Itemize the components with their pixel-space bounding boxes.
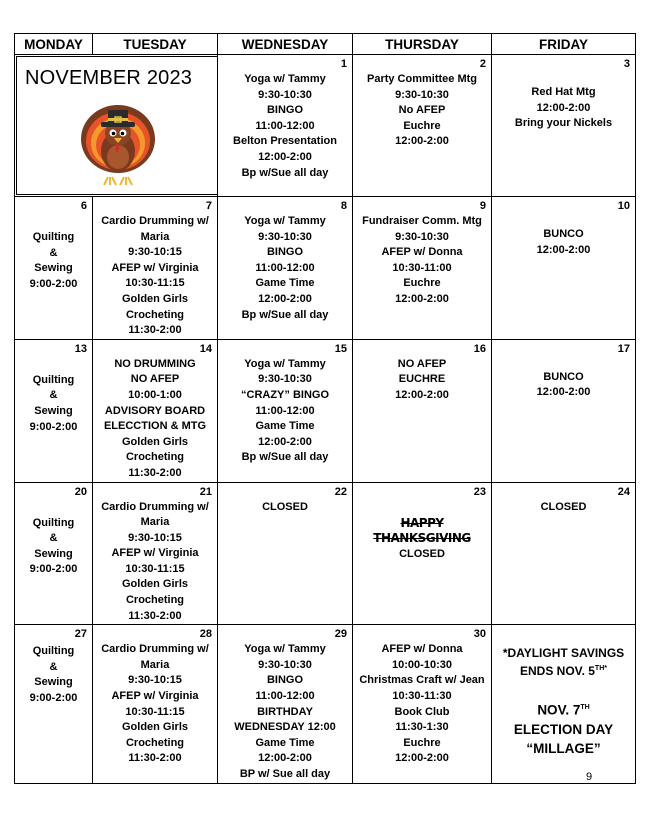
day-cell — [353, 339, 492, 482]
event-line: CLOSED — [540, 500, 587, 513]
header-wednesday: WEDNESDAY — [218, 34, 353, 55]
event-line: Christmas Craft w/ Jean — [359, 674, 485, 687]
week-row — [15, 197, 636, 340]
event-line: BIRTHDAY — [257, 705, 313, 718]
event-line: Cardio Drumming w/ — [101, 215, 209, 227]
day-number: 23 — [473, 485, 486, 498]
event-line: Sewing — [34, 404, 73, 417]
thanksgiving-text: THANKSGIVING — [373, 531, 471, 546]
header-friday: FRIDAY — [492, 34, 636, 55]
event-line: Sewing — [34, 676, 73, 689]
event-line: 12:00-2:00 — [395, 752, 449, 765]
event-line: Crocheting — [125, 736, 185, 749]
event-line: Party Committee Mtg — [366, 73, 478, 85]
event-line: Red Hat Mtg — [531, 86, 596, 98]
dst-line-1: *DAYLIGHT SAVINGS — [502, 646, 625, 661]
day-number: 7 — [205, 200, 212, 212]
day-number: 22 — [334, 485, 347, 498]
event-line: 10:30-11:00 — [392, 261, 452, 274]
day-number: 21 — [199, 485, 212, 498]
election-line-2: ELECTION DAY — [513, 721, 614, 737]
event-line: Quilting — [32, 231, 75, 243]
event-line: Maria — [140, 658, 170, 671]
event-line: Quilting — [32, 645, 75, 658]
event-line: Belton Presentation — [233, 135, 337, 148]
event-line: EUCHRE — [398, 373, 446, 386]
day-events — [218, 55, 352, 181]
event-line: Sewing — [34, 547, 73, 560]
event-line: Bp w/Sue all day — [241, 166, 329, 179]
page-number: 9 — [586, 771, 593, 783]
day-cell — [492, 339, 636, 482]
event-line: 9:30-10:30 — [258, 88, 312, 101]
day-cell — [15, 482, 93, 625]
event-line: WEDNESDAY 12:00 — [234, 721, 336, 734]
event-line: 12:00-2:00 — [536, 243, 591, 256]
event-line: Game Time — [255, 277, 315, 290]
event-line: Sewing — [34, 262, 73, 275]
event-line: AFEP w/ Donna — [381, 643, 463, 656]
event-line: 10:30-11:30 — [392, 690, 452, 703]
event-line: Yoga w/ Tammy — [244, 643, 326, 656]
event-line: Golden Girls — [121, 578, 188, 591]
event-line: Bring your Nickels — [514, 117, 613, 130]
day-events — [218, 625, 352, 782]
event-line: NO AFEP — [397, 357, 447, 370]
event-line: 9:00-2:00 — [29, 420, 78, 433]
event-line: 12:00-2:00 — [395, 388, 449, 401]
day-events — [93, 340, 217, 482]
event-line: & — [49, 389, 58, 402]
week-row — [15, 55, 636, 197]
day-number: 13 — [74, 342, 87, 355]
event-line: ADVISORY BOARD — [104, 404, 206, 417]
dst-note — [492, 645, 635, 679]
event-line: 9:00-2:00 — [29, 692, 78, 705]
event-line: 9:30-10:30 — [395, 88, 449, 101]
event-line: Bp w/Sue all day — [241, 308, 329, 321]
event-line: Game Time — [255, 736, 315, 749]
dst-sup: TH* — [594, 665, 607, 673]
day-number: 24 — [617, 485, 630, 498]
event-line: 11:30-2:00 — [128, 466, 182, 479]
day-number: 1 — [340, 58, 347, 70]
event-line: Yoga w/ Tammy — [244, 357, 326, 370]
event-line: 11:00-12:00 — [255, 119, 315, 132]
day-events — [93, 483, 217, 625]
day-number: 20 — [74, 485, 87, 498]
event-line: Crocheting — [125, 308, 185, 321]
day-cell — [353, 625, 492, 783]
day-number: 16 — [473, 342, 486, 355]
day-cell — [15, 197, 93, 340]
event-line: 9:30-10:30 — [258, 230, 312, 243]
day-cell — [93, 482, 218, 625]
event-line: 11:30-2:00 — [128, 609, 182, 622]
day-events — [353, 340, 491, 404]
day-cell — [492, 482, 636, 625]
event-line: 9:30-10:15 — [128, 531, 182, 544]
day-number: 17 — [617, 342, 630, 355]
notes-cell — [492, 625, 636, 783]
event-line: NO DRUMMING — [114, 357, 196, 370]
event-line: Book Club — [394, 705, 450, 718]
event-line: Golden Girls — [121, 721, 188, 734]
event-line: Quilting — [32, 373, 75, 386]
day-events — [353, 197, 491, 308]
event-line: 9:30-10:30 — [258, 373, 312, 386]
event-line: 12:00-2:00 — [536, 386, 591, 399]
event-line: “CRAZY” BINGO — [241, 388, 329, 401]
event-line: Cardio Drumming w/ — [101, 500, 209, 513]
day-cell — [353, 55, 492, 197]
week-row — [15, 625, 636, 783]
event-line: BINGO — [266, 674, 304, 687]
day-cell — [353, 482, 492, 625]
day-cell — [93, 625, 218, 783]
day-events — [492, 340, 635, 401]
event-line: 11:30-2:00 — [128, 324, 182, 337]
day-number: 30 — [473, 628, 486, 641]
event-line: 10:30-11:15 — [125, 705, 185, 718]
event-line: 10:30-11:15 — [125, 562, 185, 575]
event-line: Euchre — [403, 119, 441, 132]
event-line: AFEP w/ Virginia — [111, 547, 199, 560]
event-line: AFEP w/ Virginia — [111, 261, 199, 274]
day-number: 15 — [334, 342, 347, 355]
election-line-1: NOV. 7 — [537, 702, 581, 718]
event-line: 12:00-2:00 — [258, 150, 312, 163]
day-number: 8 — [340, 200, 347, 212]
election-note — [492, 698, 635, 758]
election-sup: TH — [580, 704, 590, 712]
day-cell — [218, 197, 353, 340]
event-line: BINGO — [266, 104, 304, 117]
day-events — [218, 197, 352, 323]
day-events — [93, 197, 217, 339]
day-number: 10 — [617, 200, 630, 212]
event-line: No AFEP — [398, 104, 446, 117]
event-line: AFEP w/ Donna — [381, 246, 463, 259]
month-title-cell — [15, 55, 218, 197]
day-events — [353, 625, 491, 767]
event-line: 9:30-10:15 — [128, 674, 182, 687]
event-line: Game Time — [255, 420, 315, 433]
month-title: NOVEMBER 2023 — [25, 67, 193, 89]
event-line: Cardio Drumming w/ — [101, 643, 209, 656]
day-number: 27 — [74, 628, 87, 641]
day-cell — [218, 482, 353, 625]
event-line: 11:30-2:00 — [128, 752, 182, 765]
event-line: 12:00-2:00 — [258, 752, 312, 765]
event-line: 9:30-10:30 — [258, 658, 312, 671]
header-tuesday: TUESDAY — [93, 34, 218, 55]
event-line: & — [49, 660, 58, 673]
event-line: 10:30-11:15 — [125, 277, 185, 290]
event-line: BUNCO — [543, 370, 584, 383]
event-line: Golden Girls — [121, 292, 188, 305]
event-line: 9:00-2:00 — [29, 563, 78, 576]
event-line: Bp w/Sue all day — [241, 451, 329, 464]
header-monday: MONDAY — [15, 34, 93, 55]
event-line: 11:00-12:00 — [255, 690, 315, 703]
turkey-icon — [79, 95, 157, 187]
event-line: 12:00-2:00 — [395, 135, 449, 148]
day-cell — [218, 55, 353, 197]
day-number: 14 — [199, 342, 212, 355]
day-events — [218, 340, 352, 466]
weekday-header-row — [15, 34, 636, 55]
event-line: 10:00-10:30 — [392, 658, 452, 671]
event-line: 11:00-12:00 — [255, 261, 315, 274]
day-events — [353, 55, 491, 150]
happy-text: HAPPY — [400, 515, 444, 530]
event-line: 10:00-1:00 — [128, 388, 182, 401]
event-line: & — [49, 246, 58, 259]
day-cell — [15, 625, 93, 783]
event-line: Fundraiser Comm. Mtg — [362, 215, 482, 227]
event-line: CLOSED — [262, 500, 308, 513]
day-number: 9 — [479, 200, 486, 212]
header-thursday: THURSDAY — [353, 34, 492, 55]
event-line: 12:00-2:00 — [258, 435, 312, 448]
day-events — [492, 55, 635, 132]
day-cell — [218, 625, 353, 783]
calendar-grid — [14, 33, 636, 784]
event-line: & — [49, 532, 58, 545]
event-line: Yoga w/ Tammy — [244, 215, 326, 227]
event-line: CLOSED — [399, 547, 445, 560]
day-number: 3 — [623, 58, 630, 70]
day-cell — [353, 197, 492, 340]
event-line: Golden Girls — [121, 435, 188, 448]
election-line-3: “MILLAGE” — [526, 740, 601, 756]
event-line: 9:30-10:15 — [128, 246, 182, 259]
event-line: Quilting — [32, 516, 75, 529]
day-events — [353, 483, 491, 563]
notes — [492, 625, 635, 758]
event-line: 9:00-2:00 — [29, 277, 78, 290]
day-cell — [218, 339, 353, 482]
day-cell — [15, 339, 93, 482]
event-line: BP w/ Sue all day — [239, 768, 331, 780]
day-events — [218, 483, 352, 516]
day-cell — [93, 197, 218, 340]
dst-line-2: ENDS NOV. 5 — [520, 664, 595, 679]
event-line: Crocheting — [125, 594, 185, 607]
event-line: Yoga w/ Tammy — [244, 73, 326, 85]
event-line: 11:30-1:30 — [395, 721, 449, 734]
day-number: 28 — [199, 628, 212, 641]
event-line: Maria — [140, 516, 170, 529]
event-line: Euchre — [403, 736, 441, 749]
month-title-box — [16, 56, 218, 195]
day-events — [492, 483, 635, 516]
event-line: 9:30-10:30 — [395, 230, 449, 243]
day-number: 6 — [80, 200, 87, 212]
event-line: ELECCTION & MTG — [103, 420, 207, 433]
day-events — [93, 625, 217, 767]
day-cell — [492, 197, 636, 340]
event-line: BUNCO — [543, 228, 584, 240]
day-cell — [93, 339, 218, 482]
event-line: 12:00-2:00 — [536, 101, 591, 114]
event-line: AFEP w/ Virginia — [111, 690, 199, 703]
week-row — [15, 482, 636, 625]
day-number: 2 — [479, 58, 486, 70]
event-line: 12:00-2:00 — [395, 292, 449, 305]
event-line: Maria — [140, 230, 170, 243]
event-line: Crocheting — [125, 451, 185, 464]
event-line: 11:00-12:00 — [255, 404, 315, 417]
event-line: NO AFEP — [130, 373, 180, 386]
day-number: 29 — [334, 628, 347, 641]
week-row — [15, 339, 636, 482]
day-cell — [492, 55, 636, 197]
event-line: BINGO — [266, 246, 304, 259]
event-line: Euchre — [403, 277, 441, 290]
day-events — [492, 197, 635, 258]
event-line: 12:00-2:00 — [258, 292, 312, 305]
